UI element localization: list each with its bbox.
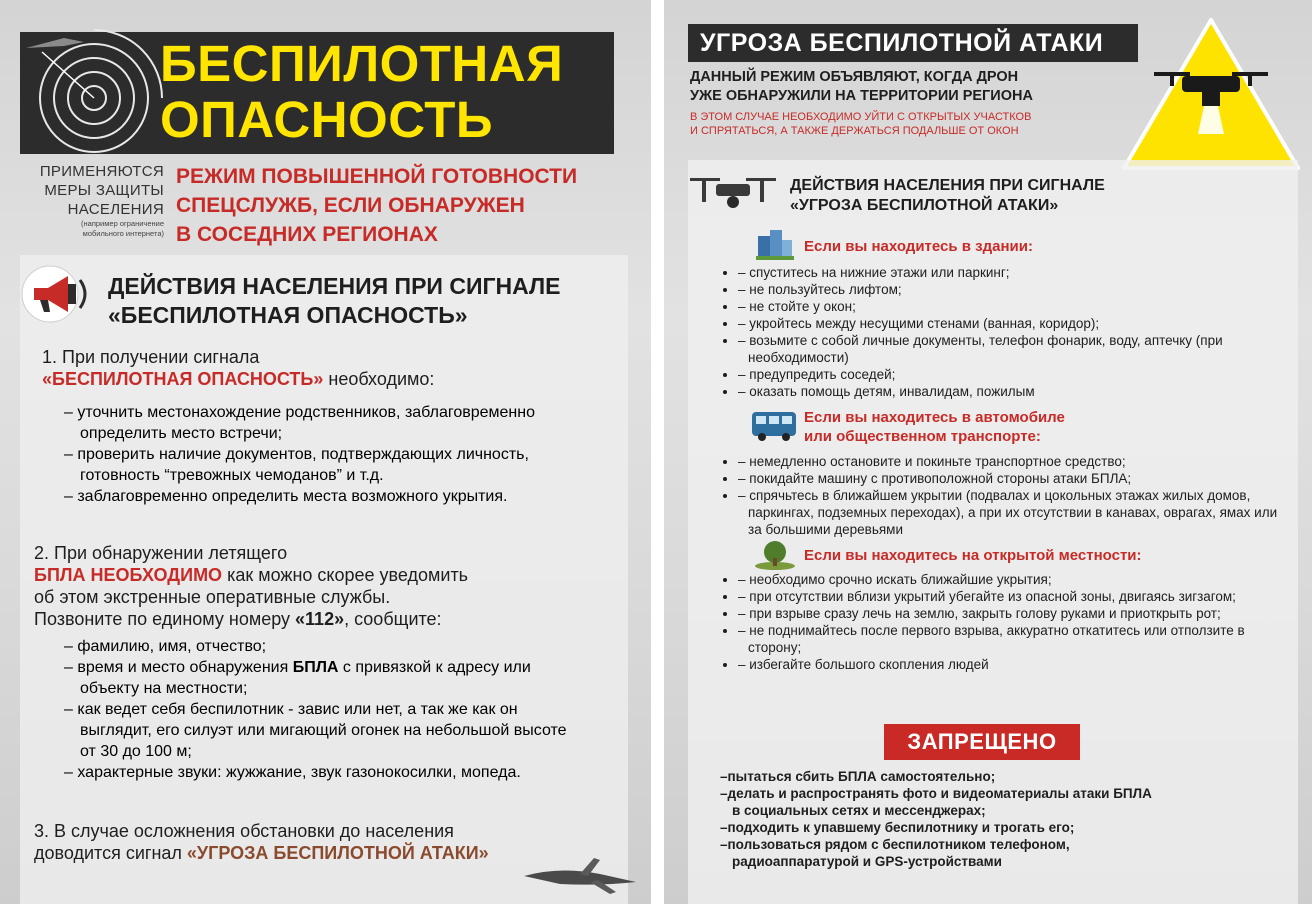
forbidden-item-2: –делать и распространять фото и видеоматериалы атаки БПЛА xyxy=(720,786,1152,801)
step-1-intro xyxy=(42,346,602,390)
emergency-number: «112» xyxy=(295,609,345,629)
mode-line-2: УЖЕ ОБНАРУЖИЛИ НА ТЕРРИТОРИИ РЕГИОНА xyxy=(690,88,1033,104)
mode-sub-line-1: В ЭТОМ СЛУЧАЕ НЕОБХОДИМО УЙТИ С ОТКРЫТЫХ УЧАСТКОВ xyxy=(690,111,1032,123)
building-list xyxy=(738,264,1278,400)
forbidden-item-1: –пытаться сбить БПЛА самостоятельно; xyxy=(720,769,996,784)
drone-warning-icon xyxy=(1118,14,1304,174)
building-item-6: – • предупредить соседей; xyxy=(738,366,1278,383)
step-3-pre: доводится сигнал xyxy=(34,843,187,863)
open-area-item-2: – • при отсутствии вблизи укрытий убегайте из опасной зоны, двигаясь зигзагом; xyxy=(738,588,1278,605)
vehicle-list xyxy=(738,453,1278,538)
vehicle-item-2: – • покидайте машину с противоположной стороны атаки БПЛА; xyxy=(738,470,1278,487)
step-1-list xyxy=(64,402,584,507)
actions-heading xyxy=(108,272,628,330)
title-line-1: БЕСПИЛОТНАЯ xyxy=(160,35,564,92)
building-item-1: – • спуститесь на нижние этажи или паркинг; xyxy=(738,264,1278,281)
right-heading-line-2: «УГРОЗА БЕСПИЛОТНОЙ АТАКИ» xyxy=(790,197,1059,214)
step-2-item-1: – фамилию, имя, отчество; xyxy=(64,636,584,657)
forbidden-item-6: радиоаппаратурой и GPS-устройствами xyxy=(732,854,1002,869)
step-2-item-4: – характерные звуки: жужжание, звук газонокосилки, мопеда. xyxy=(64,762,584,783)
readiness-line-1: РЕЖИМ ПОВЫШЕННОЙ ГОТОВНОСТИ xyxy=(176,165,578,188)
step-1-signal: «БЕСПИЛОТНАЯ ОПАСНОСТЬ» xyxy=(42,369,324,389)
main-title xyxy=(160,36,620,148)
vehicle-item-3: – • спрячьтесь в ближайшем укрытии (подвалах и цокольных этажах жилых домов, паркингах, подземных переходах), а при их отсутствии в канавах, оврагах, ямах или за большими деревьями xyxy=(738,487,1278,538)
step-1-line-1: 1. При получении сигнала xyxy=(42,347,260,367)
step-1-tail: необходимо: xyxy=(323,369,435,389)
right-actions-heading xyxy=(790,176,1270,216)
building-heading: Если вы находитесь в здании: xyxy=(804,238,1033,255)
protection-measures xyxy=(14,162,164,239)
open-area-list xyxy=(738,571,1278,673)
actions-heading-line-1: ДЕЙСТВИЯ НАСЕЛЕНИЯ ПРИ СИГНАЛЕ xyxy=(108,273,561,299)
forbidden-item-5: –пользоваться рядом с беспилотником телефоном, xyxy=(720,837,1070,852)
step-2-line-4 xyxy=(34,608,604,630)
step-2-line-1: 2. При обнаружении летящего xyxy=(34,543,288,563)
step-2-tail: как можно скорее уведомить xyxy=(222,565,469,585)
forbidden-badge: ЗАПРЕЩЕНО xyxy=(884,724,1080,760)
drone-icon xyxy=(520,852,640,896)
right-poster xyxy=(664,0,1312,904)
building-item-3: – • не стойте у окон; xyxy=(738,298,1278,315)
mode-instruction xyxy=(690,110,1120,138)
step-2-call-pre: Позвоните по единому номеру xyxy=(34,609,296,629)
building-item-7: – • оказать помощь детям, инвалидам, пожилым xyxy=(738,383,1278,400)
step-1-item-3: – заблаговременно определить места возможного укрытия. xyxy=(64,486,584,507)
measures-line-2: МЕРЫ ЗАЩИТЫ xyxy=(44,182,164,199)
vehicle-item-1: – • немедленно остановите и покиньте транспортное средство; xyxy=(738,453,1278,470)
mode-sub-line-2: И СПРЯТАТЬСЯ, А ТАКЖЕ ДЕРЖАТЬСЯ ПОДАЛЬШЕ ОТ ОКОН xyxy=(690,125,1019,137)
radar-icon xyxy=(24,28,164,168)
measures-line-3: НАСЕЛЕНИЯ xyxy=(67,201,164,218)
forbidden-list xyxy=(720,768,1280,870)
left-poster xyxy=(0,0,651,904)
step-2-intro xyxy=(34,542,604,630)
step-3-line-1: 3. В случае осложнения обстановки до населения xyxy=(34,821,454,841)
mode-description xyxy=(690,68,1120,106)
building-item-4: – • укройтесь между несущими стенами (ванная, коридор); xyxy=(738,315,1278,332)
step-2-item-3: – как ведет себя беспилотник - завис или нет, а так же как он выглядит, его силуэт или мигающий огонек на небольшой высоте от 30 до 100 м; xyxy=(64,699,584,762)
readiness-mode-text xyxy=(176,162,626,249)
step-2-item-2: – время и место обнаружения БПЛА с привязкой к адресу или объекту на местности; xyxy=(64,657,584,699)
open-area-heading: Если вы находитесь на открытой местности: xyxy=(804,547,1142,564)
forbidden-item-3: в социальных сетях и мессенджерах; xyxy=(732,803,986,818)
megaphone-icon xyxy=(20,262,96,326)
measures-note-1: (например ограничение xyxy=(81,219,164,228)
step-2-line-2 xyxy=(34,564,604,586)
building-item-5: – • возьмите с собой личные документы, телефон фонарик, воду, аптечку (при необходимости) xyxy=(738,332,1278,366)
step-1-item-2: – проверить наличие документов, подтверждающих личность, готовность “тревожных чемоданов” и т.д. xyxy=(64,444,584,486)
open-area-item-5: – • избегайте большого скопления людей xyxy=(738,656,1278,673)
readiness-line-3: В СОСЕДНИХ РЕГИОНАХ xyxy=(176,223,438,246)
mode-line-1: ДАННЫЙ РЕЖИМ ОБЪЯВЛЯЮТ, КОГДА ДРОН xyxy=(690,69,1019,85)
measures-note-2: мобильного интернета) xyxy=(82,229,164,238)
readiness-line-2: СПЕЦСЛУЖБ, ЕСЛИ ОБНАРУЖЕН xyxy=(176,194,525,217)
open-area-item-4: – • не поднимайтесь после первого взрыва, аккуратно откатитесь или отползите в сторону; xyxy=(738,622,1278,656)
building-icon xyxy=(756,228,794,260)
actions-heading-line-2: «БЕСПИЛОТНАЯ ОПАСНОСТЬ» xyxy=(108,302,468,328)
step-2-line-3: об этом экстренные оперативные службы. xyxy=(34,587,391,607)
quadcopter-icon xyxy=(686,170,778,214)
step-2-call-post: , сообщите: xyxy=(344,609,442,629)
step-2-list xyxy=(64,636,584,783)
step-1-item-1: – уточнить местонахождение родственников, заблаговременно определить место встречи; xyxy=(64,402,584,444)
open-area-item-1: – • необходимо срочно искать ближайшие укрытия; xyxy=(738,571,1278,588)
bus-icon xyxy=(750,408,798,442)
step-2-bpla: БПЛА НЕОБХОДИМО xyxy=(34,565,223,585)
building-item-2: – • не пользуйтесь лифтом; xyxy=(738,281,1278,298)
step-1-line-2 xyxy=(42,368,602,390)
right-title: УГРОЗА БЕСПИЛОТНОЙ АТАКИ xyxy=(700,29,1104,57)
right-heading-line-1: ДЕЙСТВИЯ НАСЕЛЕНИЯ ПРИ СИГНАЛЕ xyxy=(790,177,1105,194)
step-3-signal: «УГРОЗА БЕСПИЛОТНОЙ АТАКИ» xyxy=(186,843,489,863)
forbidden-item-4: –подходить к упавшему беспилотнику и трогать его; xyxy=(720,820,1075,835)
tree-icon xyxy=(754,538,796,570)
measures-line-1: ПРИМЕНЯЮТСЯ xyxy=(39,163,164,180)
vehicle-heading-line-1: Если вы находитесь в автомобиле xyxy=(804,409,1065,426)
vehicle-heading-line-2: или общественном транспорте: xyxy=(804,428,1041,445)
open-area-item-3: – • при взрыве сразу лечь на землю, закрыть голову руками и приоткрыть рот; xyxy=(738,605,1278,622)
vehicle-heading xyxy=(804,408,1065,446)
title-line-2: ОПАСНОСТЬ xyxy=(160,91,494,148)
